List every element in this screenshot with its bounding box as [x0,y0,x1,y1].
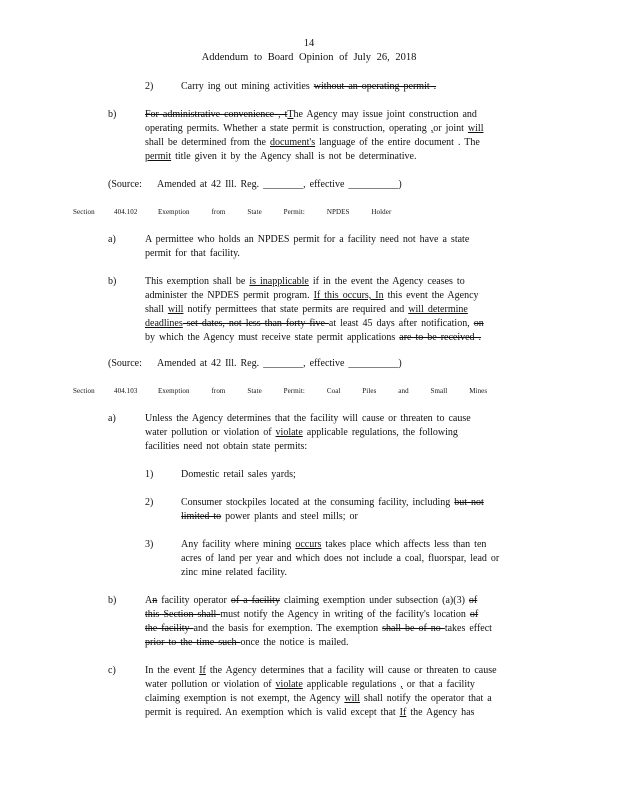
section-title: Exemption from State Permit: Coal Piles and Small Mines [158,387,488,395]
paragraph-line: In the event If the Agency determines that a facility will cause or threaten to cause [145,665,497,676]
paragraph-line: operating permits. Whether a state permit is construction, operating ,or joint will [145,123,484,134]
section-number: 404.102 [114,208,138,216]
paragraph-label: b) [108,276,117,287]
section-title: Exemption from State Permit: NPDES Holder [158,208,392,216]
source-label: (Source: [108,179,142,190]
item-text: acres of land per year and which does not include a coal, fluorspar, lead or [181,553,500,564]
section-number: 404.103 [114,387,138,395]
paragraph-label: b) [108,109,117,120]
item-label: 2) [145,81,154,92]
paragraph-line: Unless the Agency determines that the facility will cause or threaten to cause [145,413,471,424]
section-label: Section [73,208,95,216]
section-label: Section [73,387,95,395]
item-text: limited to power plants and steel mills; or [181,511,358,522]
page-subtitle: Addendum to Board Opinion of July 26, 2018 [201,52,417,63]
item-label: 3) [145,539,154,550]
paragraph-line: shall be determined from the document's language of the entire document . The [145,137,480,148]
paragraph-line: the facility and the basis for exemption. The exemption shall be of no takes effect [145,623,492,634]
paragraph-line: A permittee who holds an NPDES permit for a facility need not have a state [145,234,470,245]
paragraph-line: This exemption shall be is inapplicable if in the event the Agency ceases to [145,276,465,287]
item-text: Domestic retail sales yards; [181,469,296,480]
paragraph-line: shall will notify permittees that state permits are required and will determine [145,304,468,315]
item-label: 2) [145,497,154,508]
paragraph-line: An facility operator of a facility claiming exemption under subsection (a)(3) of [145,595,478,606]
paragraph-line: water pollution or violation of violate applicable regulations , or that a facility [145,679,475,690]
paragraph-label: a) [108,413,116,424]
paragraph-line: For administrative convenience , tThe Agency may issue joint construction and [145,109,477,120]
paragraph-line: permit for that facility. [145,248,240,259]
page-number: 14 [303,38,315,49]
source-label: (Source: [108,358,142,369]
paragraph-line: by which the Agency must receive state permit applications are to be received . [145,332,482,343]
paragraph-line: this Section shall must notify the Agency in writing of the facility's location of [145,609,479,620]
item-label: 1) [145,469,154,480]
paragraph-label: b) [108,595,117,606]
paragraph-line: administer the NPDES permit program. If this occurs, In this event the Agency [145,290,479,301]
paragraph-line: claiming exemption is not exempt, the Agency will shall notify the operator that a [145,693,492,704]
item-text: Any facility where mining occurs takes place which affects less than ten [181,539,487,550]
paragraph-line: permit is required. An exemption which is valid except that If the Agency has [145,707,475,718]
paragraph-line: prior to the time such once the notice is mailed. [145,637,349,648]
paragraph-line: water pollution or violation of violate applicable regulations, the following [145,427,458,438]
item-text: Consumer stockpiles located at the consuming facility, including but not [181,497,484,508]
paragraph-line: deadlines set dates, not less than forty five at least 45 days after notification, on [145,318,484,329]
paragraph-line: permit title given it by the Agency shall is not be determinative. [145,151,417,162]
paragraph-label: c) [108,665,116,676]
paragraph-line: facilities need not obtain state permits: [145,441,308,452]
source-text: Amended at 42 Ill. Reg. ________, effective __________) [157,358,402,369]
item-text: Carry ing out mining activities without an operating permit . [181,81,437,92]
item-text: zinc mine related facility. [181,567,288,578]
paragraph-label: a) [108,234,116,245]
source-text: Amended at 42 Ill. Reg. ________, effective __________) [157,179,402,190]
